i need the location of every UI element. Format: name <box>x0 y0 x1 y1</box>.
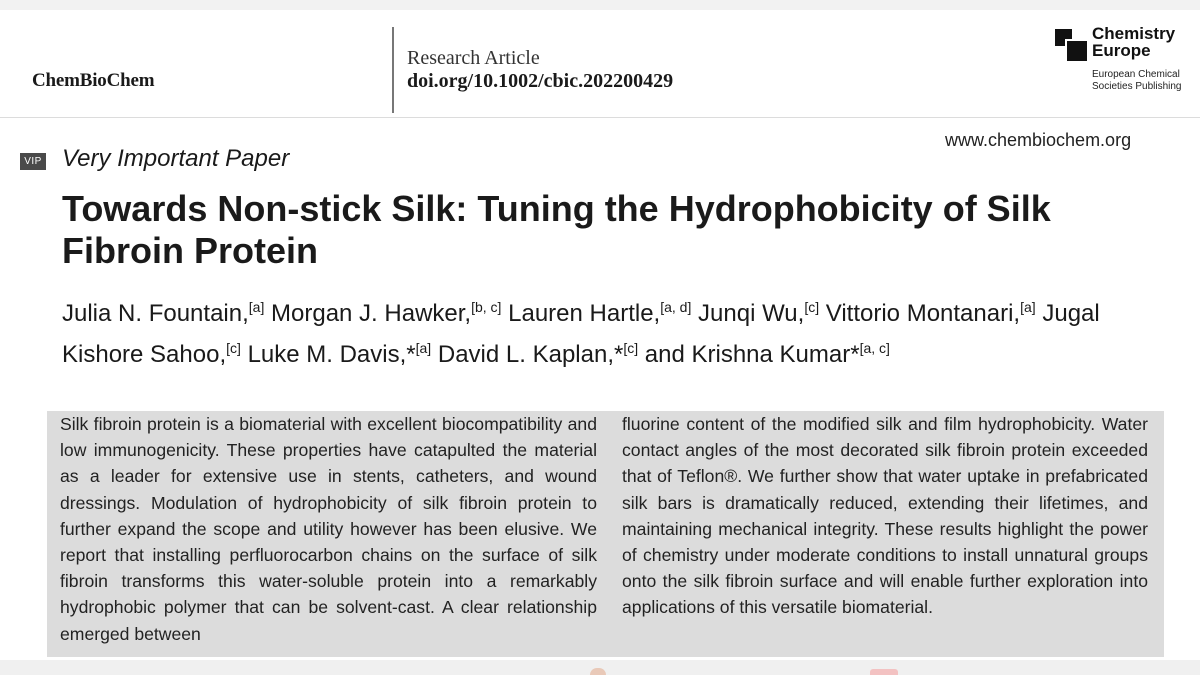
paper-title: Towards Non-stick Silk: Tuning the Hydrophobicity of Silk Fibroin Protein <box>62 188 1051 271</box>
publisher-logo[interactable] <box>1055 25 1195 95</box>
journal-name: ChemBioChem <box>32 70 155 91</box>
author: Junqi Wu,[c] <box>698 299 820 327</box>
abstract-box <box>47 411 1164 657</box>
publisher-subtitle: European Chemical Societies Publishing <box>1092 69 1182 92</box>
author: Julia N. Fountain,[a] <box>62 299 265 327</box>
author: Lauren Hartle,[a, d] <box>508 299 692 327</box>
abstract-column-2: fluorine content of the modified silk and film hydrophobicity. Water contact angles of the most decorated silk fibroin protein exceeded that of Teflon®. We further show that water uptake in prefabricated silk bars is dramatically reduced, extending their lifetimes, and maintaining mechanical integrity. These results highlight the power of chemistry under moderate conditions to install unnatural groups onto the silk fibroin surface and will enable further exploration into applications of this versatile biomaterial. <box>622 414 1148 618</box>
top-strip <box>0 0 1200 10</box>
header-divider <box>392 27 394 113</box>
author: David L. Kaplan,*[c] <box>437 340 639 368</box>
header-rule <box>0 117 1200 118</box>
author: and Krishna Kumar*[a, c] <box>644 340 890 368</box>
avatar-icon <box>590 668 606 675</box>
author-list <box>62 290 1182 372</box>
author: Luke M. Davis,*[a] <box>247 340 432 368</box>
chemistry-europe-logo-icon <box>1055 29 1087 61</box>
article-type: Research Article <box>407 47 540 69</box>
author: Morgan J. Hawker,[b, c] <box>271 299 502 327</box>
doi-link[interactable]: doi.org/10.1002/cbic.202200429 <box>407 70 674 92</box>
author: Vittorio Montanari,[a] <box>825 299 1036 327</box>
publisher-name: Chemistry Europe <box>1092 24 1176 60</box>
author: Jugal Kishore Sahoo,[c] <box>62 300 1100 368</box>
vip-badge: VIP <box>20 153 46 170</box>
abstract-column-1: Silk fibroin protein is a biomaterial with excellent biocompatibility and low immunogenicity. These properties have catapulted the material as a leader for extensive use in stents, catheters, and wound dressings. Modulation of hydrophobicity of silk fibroin protein to further expand the scope and utility however has been elusive. We report that installing perfluorocarbon chains on the surface of silk fibroin transforms this water-soluble protein into a remarkably hydrophobic polymer that can be solvent-cast. A clear relationship emerged between <box>60 414 597 644</box>
indicator-icon <box>870 669 898 675</box>
vip-label: Very Important Paper <box>62 145 290 172</box>
bottom-strip <box>0 660 1200 675</box>
journal-website[interactable]: www.chembiochem.org <box>945 130 1132 150</box>
